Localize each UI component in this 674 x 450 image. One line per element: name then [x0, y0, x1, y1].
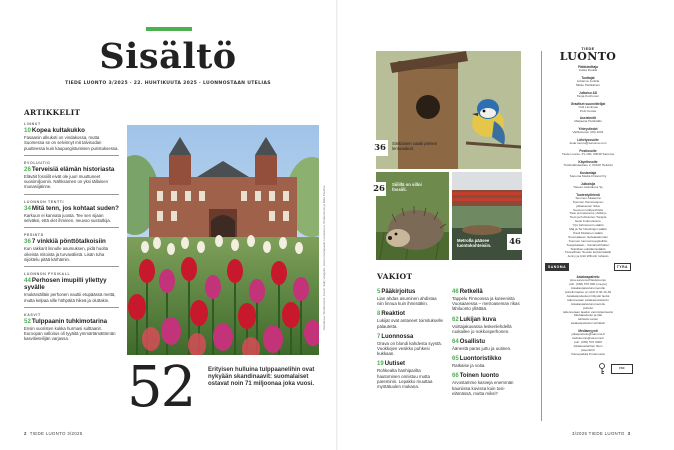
masthead-name: puh. (030) 570 900 (ma-pe) [569, 282, 607, 287]
masthead-name: Jukka Ruukki [578, 68, 598, 72]
masthead-role: Tuottajat [581, 75, 595, 80]
regular-teaser: Voittajakuvassa leskenlehdellä ruokailee jo nokkosperhonen. [452, 323, 512, 334]
masthead-name: Painopaikka Punamusta [571, 351, 605, 356]
article-teaser: Fasaanin alkukoti on vindakossa, mutta Suomessa se on selvinnyt mit talvisodan puutteessa kuin kaupungistumisen puristuksessa. [24, 135, 119, 151]
page-gutter [336, 0, 338, 450]
tyra-logo: TYRA [614, 263, 631, 271]
articles-heading: ARTIKKELIT [24, 108, 81, 117]
page-number-right: 3 [627, 431, 631, 436]
masthead-name: Petri Ketola [580, 108, 596, 113]
regular-title [452, 356, 522, 363]
masthead-sales [543, 275, 633, 356]
regular-title-text: Pääkirjoitus [381, 289, 416, 295]
masthead-name: Suomen tutkijuurhistä [573, 207, 603, 212]
article-teaser: Kun rakkarit linnulle asumuksen, pidä huolta oikeista mitoista ja turvavälistä. Lisän tuha sijoittelu pitää kärhämin. [24, 246, 109, 262]
feature-caption: Erityisen hulluina tulppaanelihin ovat nykyään skandinaavit: suomalaiset ostavat noin 71 miljoonaa joka vuosi. [208, 367, 315, 387]
bird-photo [376, 51, 521, 169]
masthead-name: ytilaspalvelu@sanoma.fi [571, 332, 605, 337]
article-teaser: Eläväit fossiilit eivät ole juuri muuttuneet vuosimiljoonin. Nähksamen on yksi tällainen munasiijäinne. [24, 173, 109, 190]
article-rubric: KASVIT [24, 312, 41, 317]
article-rubric: LUONNON FYSIKALL [24, 272, 71, 277]
article-separator [24, 194, 119, 195]
sanoma-logo: SANOMA [545, 263, 569, 271]
article-entry [24, 200, 119, 229]
masthead-name: Mikko Pietikäinen [575, 82, 601, 87]
vakiot-column-1 [377, 289, 443, 394]
article-separator [24, 266, 119, 267]
article-title-text: Perhosen imupilli yllettyy syvälle [24, 277, 107, 292]
masthead-role: Kustantaja [579, 170, 597, 175]
masthead-name: julkaisevien Silva [576, 203, 600, 208]
article-rubric: LINNUT [24, 122, 41, 126]
masthead-name: pina.sanoma.fi/tiedeluonto [569, 278, 607, 283]
masthead-name: Tieto ja Kulttuurien Terapia [569, 215, 607, 220]
regular-page-number: 62 [452, 316, 459, 323]
photo-credit: Kansikuva: Shutterstock. Kuvat: Sally Vasgabe, Hannu Kanjasaaki Luontokuva, Shutterstock ja Miila Pavliina [322, 185, 326, 330]
masthead-logo: LUONTO [559, 50, 617, 63]
masthead-divider [541, 51, 542, 421]
masthead-name: tallennetaan asiakasrekisteriin [567, 297, 609, 302]
article-rubric: EVOLUUTIO [24, 160, 51, 165]
regular-teaser: Arvostamme kasveja enemmän kauniissa kuvissa kuin tosi-elämässä, mutta miksi? [452, 380, 514, 396]
masthead-logo-small: TIEDE [581, 47, 595, 51]
masthead-name: Tiede Luonto, PL 100, 00040 Sanoma [561, 152, 615, 157]
certificate-icons [543, 363, 633, 375]
regular-title-text: Osallistu [459, 339, 486, 346]
article-page-number: 34 [24, 204, 31, 212]
masthead-name: Tekniikan edistämissäätiö [570, 246, 606, 251]
regular-teaser: Orava on blondi kahdesta syystä. Vuokkojen vesikko puhkesi kukkaan. [377, 340, 442, 357]
tulip-photo [127, 125, 319, 355]
feature-number: 52 [127, 355, 195, 420]
regular-title [452, 339, 522, 346]
article-teaser: Karkuun ei kannata juosta. Tee sen sijaan selväksi, että olet ihminen, neuvoo susitutkija. [24, 212, 111, 224]
masthead-name: puhelinmaksu on tiivih 8.30-16.30 [564, 290, 612, 294]
regular-teaser: Lian ahdas asuminen ahdistaa niin linnua kuin ihmistäkin. [377, 296, 437, 307]
regular-page-number: 8 [377, 311, 381, 318]
thumb-badge-46: 46 [507, 234, 523, 250]
regular-teaser: Ratkaise ja voita. [452, 363, 486, 369]
regular-title-text: Lukijan kuva [459, 316, 497, 323]
thumb-caption-26: Siilillä on silloi fossiili. [392, 182, 422, 192]
article-entry [24, 161, 119, 195]
masthead-role: Julkaisija [580, 181, 596, 186]
fsc-certificate-icon: FSC [611, 364, 633, 374]
thumb-badge-36: 36 [372, 140, 388, 156]
masthead-name: Jenny ja Antti Wihurin rahasto [567, 254, 609, 259]
article-title-text: 7 vinkkiä pönttötalkoisiin [31, 238, 106, 246]
masthead-role: Asiakaspalvelu [576, 275, 600, 280]
masthead-name: Tieteellisten Seuran kultuurisäätiö [564, 250, 612, 255]
masthead-name: tehtäviä varten [577, 317, 599, 322]
article-title [24, 277, 119, 291]
article-entry [24, 122, 119, 156]
masthead-name: Johanna Junttila [576, 78, 600, 83]
masthead-name: Suomen Hammasjoen [572, 199, 604, 204]
vakiot-column-2 [452, 289, 522, 401]
regular-page-number: 65 [452, 356, 459, 363]
article-title-text: Tulppaanin tuhkimotarina [31, 317, 108, 325]
article-title-text: Terveisiä elämän historiasta [31, 165, 115, 173]
masthead-name: tallennetaan laadun varmistamiseksi [563, 309, 613, 314]
regular-title [452, 317, 522, 324]
masthead-role: Julkaisu AD [578, 90, 598, 95]
masthead-staff [543, 65, 633, 259]
masthead-name: Mediapalvelut ja tilat [573, 313, 603, 318]
issue-line: TIEDE LUONTO 3/2025 · 22. HUHTIKUUTA 2025 · LUONNOSTAAN UTELIAS [65, 81, 271, 86]
masthead-role: Mediamyynti [578, 329, 598, 334]
key-icon [597, 363, 607, 375]
regular-title [377, 361, 443, 368]
publisher-logos [545, 263, 631, 271]
masthead-role: Yhteystiedot [578, 127, 598, 132]
article-title [24, 205, 119, 212]
article-page-number: 44 [24, 277, 31, 285]
masthead-role: Graafiset suunnittelijat [570, 101, 606, 106]
regular-title-text: Luonnossa [381, 333, 414, 340]
article-page-number: 36 [24, 238, 31, 246]
masthead-role: Tuotestyöhtenä [576, 192, 600, 197]
footer-left [24, 431, 82, 436]
articles-column [24, 108, 119, 342]
article-page-number: 52 [24, 317, 31, 325]
regular-page-number: 64 [452, 339, 459, 346]
article-separator [24, 227, 119, 228]
accent-bar [146, 27, 192, 31]
masthead-role: Käyntiosoite [578, 160, 598, 165]
footer-right [572, 431, 630, 436]
masthead-name: Suomen Akatemia [575, 195, 601, 200]
masthead-role: Postiosoite [579, 149, 597, 154]
article-title-text: Mitä tenn, jos kohtaat suden? [31, 204, 119, 212]
regular-title [377, 334, 443, 341]
masthead-name: asiakaspalvelun tehtäviin [570, 321, 606, 326]
thumb-caption-46: Metrolla pääsee luontokohteisiin. [457, 238, 492, 248]
regular-teaser: Äänestä paras juttu ja uutinen. [452, 346, 512, 352]
thumb-caption-36: Sinitiainen vaatii pienen lentoaukon. [392, 141, 438, 151]
regular-title [377, 289, 443, 296]
masthead-role: Päätoimittaja [578, 65, 598, 69]
article-page-number: 26 [24, 165, 31, 173]
masthead-name: puh. (030) 570 3000 [574, 339, 602, 344]
masthead-name: Outi Linnimaa [578, 104, 598, 109]
masthead-name: Aikakauslehtien liiton [573, 343, 603, 348]
regular-title [452, 373, 522, 380]
regular-page-number: 7 [377, 333, 381, 340]
masthead-name: Vaihtokuvat: (09) 4201 [572, 130, 604, 135]
regular-page-number: 46 [452, 289, 459, 295]
article-title-text: Kopea kultakukko [31, 127, 85, 134]
masthead-name: Suomalaisen tiedeakatemian [568, 234, 608, 239]
article-title [24, 166, 119, 173]
masthead-name: Suojelukalan - Canarischhallen [566, 242, 610, 247]
article-title [24, 127, 119, 134]
article-teaser: Imukärsälläin perhonen nauttii etupäässä mettä, mutta kelpaa sille höhpäitä hikeä ja oluttakin. [24, 292, 116, 303]
masthead-name: Tanja Kochonen [576, 93, 600, 98]
article-page-number: 10 [24, 127, 31, 134]
page-title: Sisältö [99, 36, 237, 77]
article-entry [24, 313, 119, 342]
regular-title-text: Toinen luonto [459, 373, 499, 380]
article-rubric: LUONNON TENTTI [24, 199, 65, 204]
article-title [24, 318, 119, 325]
masthead-name: Asiakaspalveluun liittyvät tiedot [566, 293, 610, 298]
masthead-name: puhelut [582, 305, 594, 310]
regular-title-text: Luontoristikko [459, 356, 502, 363]
masthead-name: Töölönlahdenkatu 2, 00100 Helsinki [563, 163, 613, 168]
regular-page-number: 19 [377, 361, 384, 368]
masthead-name: Asiakaspalvelunumerolle [570, 301, 606, 306]
regular-title [377, 311, 443, 318]
article-rubric: PESINTÄ [24, 233, 44, 238]
articles-list [24, 122, 119, 342]
footer-left-text: TIEDE LUONTO 3/2025 [29, 431, 83, 436]
masthead [543, 47, 633, 375]
article-entry [24, 233, 119, 267]
masthead-name: Sanoma Media Finland Oy [569, 173, 607, 178]
masthead-name: Asiakaspalvelunumerolle [570, 286, 606, 291]
masthead-name: Suomen luonnonsuojeluliitto [568, 238, 608, 243]
masthead-name: tiede.luonto@sanoma.com [569, 141, 607, 146]
article-title [24, 238, 119, 245]
masthead-name: Eesti Kultuuriesine [575, 219, 601, 224]
masthead-name: jäsenlehti [581, 347, 595, 352]
regular-teaser: Lukijat ovat antaneet toimitukselle palautetta. [377, 318, 443, 329]
article-teaser: Ensin vuoristen kukka hurmasi sulttaanit. Euroopan valloitus oli tyyäitä ymmärtämättömän kasvitieteilijän varjassa. [24, 325, 116, 342]
masthead-name: Pauli Moilanen säätiö [573, 230, 603, 235]
masthead-name: Tieteen kedotkeus Sy [573, 184, 603, 189]
regular-page-number: 66 [452, 373, 459, 380]
regular-title-text: Uutiset [384, 361, 406, 368]
regular-teaser: Tappelu Finnoossa ja kuteenista Vuosaaressa – metroaseman rikas lähiluonto yllättää. [452, 296, 520, 312]
article-entry [24, 272, 119, 308]
masthead-name: Marjaana Hottinäkki [574, 119, 602, 124]
thumb-badge-26: 26 [373, 184, 385, 194]
masthead-name: Yrjö Jahnssonin säätiö [572, 223, 604, 228]
article-separator [24, 307, 119, 308]
masthead-name: Maj ja Tor Nesslingin säätiö [569, 227, 607, 232]
masthead-role: Assistentti [579, 116, 597, 121]
regular-title-text: Retkellä [459, 289, 483, 295]
regular-teaser: Rohkealta hanhiparilta hautominen onnistuu mutta pareminin. Lepakko muuttaa myötätuulen mukana. [377, 368, 433, 390]
regular-title-text: Reaktiot [381, 311, 406, 318]
page-number-left: 2 [24, 431, 27, 436]
masthead-name: tiedeluonto@sanoma.fi [572, 336, 604, 341]
masthead-role: Lähetysosoite [577, 138, 599, 143]
vakiot-heading: VAKIOT [377, 272, 413, 281]
regular-page-number: 5 [377, 289, 381, 295]
regular-title [452, 289, 522, 296]
article-separator [24, 155, 119, 156]
masthead-name: Tieto ja kustannus yhdistys [569, 211, 607, 216]
footer-right-text: 3/2025 TIEDE LUONTO [572, 431, 625, 436]
